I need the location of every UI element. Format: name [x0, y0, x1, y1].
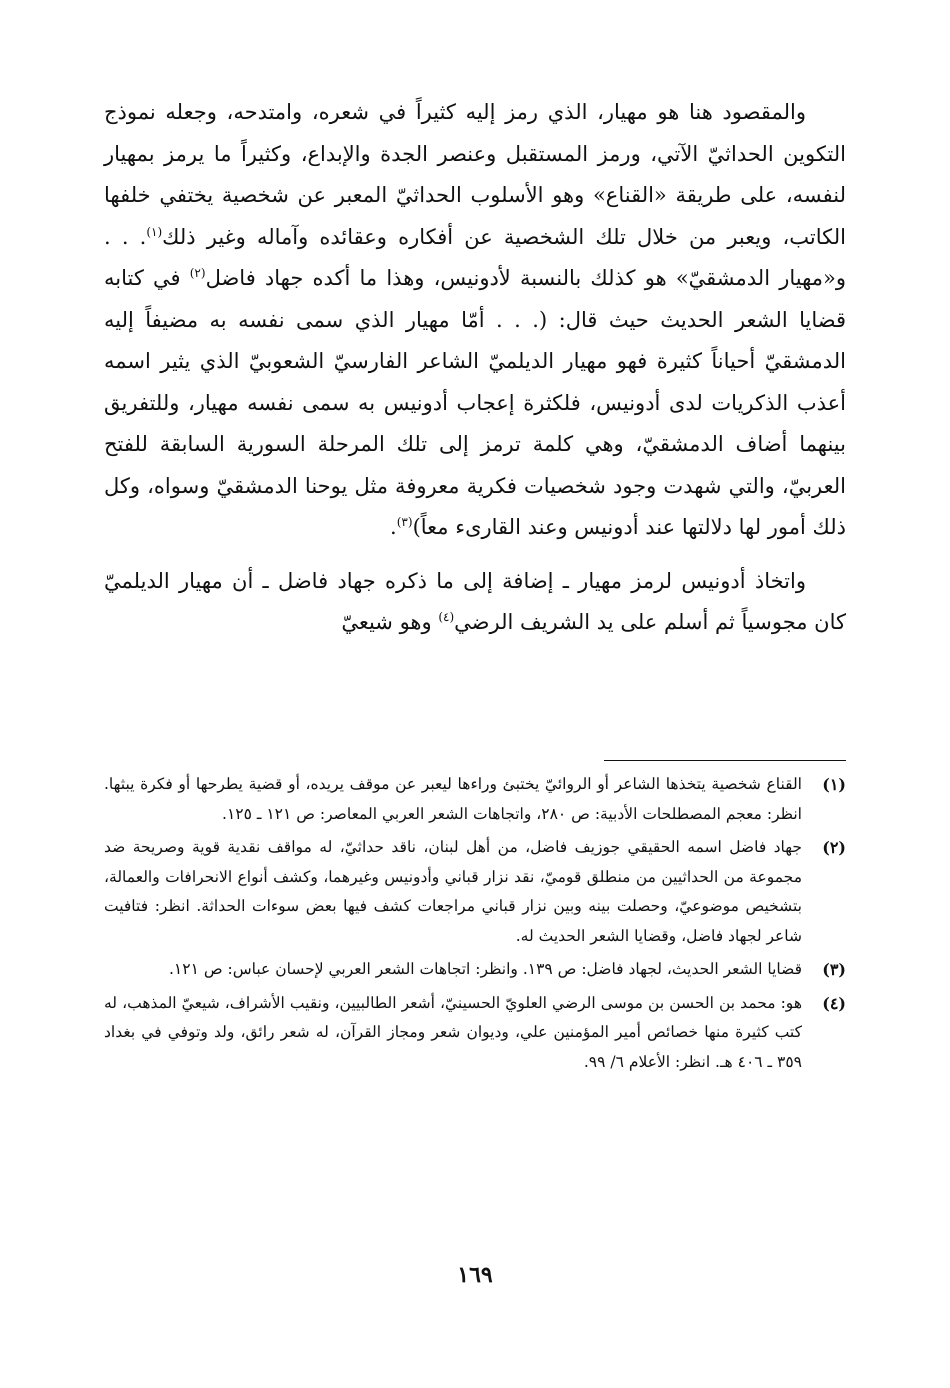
footnote-number: (١): [822, 775, 846, 794]
footnote-4: [104, 989, 846, 1078]
paragraph-1-segment-1: والمقصود هنا هو مهيار، الذي رمز إليه كثيراً في شعره، وامتدحه، وجعله نموذج التكوين الحداثيّ الآتي، ورمز المستقبل وعنصر الجدة والإبداع، وكثيراً ما يرمز بمهيار لنفسه، على طريقة «القناع» وهو الأسلوب الحداثيّ المعبر عن شخصية يختفي خلفها الكاتب، ويعبر من خلال تلك الشخصية عن أفكاره وعقائده وآماله وغير ذلك: [104, 100, 846, 249]
footnote-3: [104, 955, 846, 985]
page-body: [104, 92, 846, 644]
paragraph-2: [104, 561, 846, 644]
footnote-text: قضايا الشعر الحديث، لجهاد فاضل: ص ١٣٩. وانظر: اتجاهات الشعر العربي لإحسان عباس: ص ١٢١.: [168, 960, 802, 978]
footnote-text: هو: محمد بن الحسن بن موسى الرضي العلويّ الحسينيّ، أشعر الطالبيين، ونقيب الأشراف، شيعيّ المذهب، له كتب كثيرة منها خصائص أمير المؤمنين علي، وديوان شعر ومجاز القرآن، له شعر رائق، ولد وتوفي في بغداد ٣٥٩ ـ ٤٠٦ هـ. انظر: الأعلام ٦/ ٩٩.: [104, 993, 802, 1071]
footnote-ref-2: (٢): [189, 266, 206, 280]
footnote-ref-1: (١): [146, 224, 163, 239]
paragraph-1-segment-3: في كتابه قضايا الشعر الحديث حيث قال: (. . . أمّا مهيار الذي سمى نفسه به مضيفاً إليه الدمشقيّ أحياناً كثيرة فهو مهيار الديلميّ الشاعر الفارسيّ الشعوبيّ الذي يثير اسمه أعذب الذكريات لدى أدونيس، فلكثرة إعجاب أدونيس به سمى نفسه مهيار، وللتفريق بينهما أضاف الدمشقيّ، وهي كلمة ترمز إلى تلك المرحلة السورية السابقة للفتح العربيّ، والتي شهدت وجود شخصيات فكرية معروفة مثل يوحنا الدمشقيّ وسواه، وكل ذلك أمور لها دلالتها عند أدونيس وعند القارىء معاً): [104, 266, 846, 539]
footnote-separator: [604, 760, 846, 761]
main-text: [104, 92, 846, 644]
footnote-text: القناع شخصية يتخذها الشاعر أو الروائيّ يختبئ وراءها ليعبر عن موقف يريده، أو قضية يطرحها أو فكرة يبثها. انظر: معجم المصطلحات الأدبية: ص ٢٨٠، واتجاهات الشعر العربي المعاصر: ص ١٢١ ـ ١٢٥.: [104, 775, 802, 823]
footnote-number: (٣): [822, 960, 846, 979]
footnote-text: جهاد فاضل اسمه الحقيقي جوزيف فاضل، من أهل لبنان، ناقد حداثيّ، له مواقف نقدية قوية وصريحة ضد مجموعة من الحداثيين من منطلق قوميّ، نقد نزار قباني وأدونيس وغيرهما، وكشف أنواع الانحرافات والعمالة، بتشخيص موضوعيّ، وحصلت بينه وبين نزار قباني مراجعات كشف فيها بعض سوءات الحداثة. انظر: فتافيت شاعر لجهاد فاضل، وقضايا الشعر الحديث له.: [104, 838, 802, 945]
page-number: ١٦٩: [457, 1262, 493, 1288]
paragraph-1: [104, 92, 846, 549]
footnote-1: [104, 770, 846, 829]
footnote-ref-3: (٣): [396, 515, 413, 529]
footnote-number: (٤): [822, 993, 846, 1013]
footnote-ref-4: (٤): [438, 610, 455, 624]
footnotes: [104, 770, 846, 1081]
footnote-2: [104, 833, 846, 951]
footnote-number: (٢): [822, 838, 846, 857]
paragraph-1-segment-2: . . . و«مهيار الدمشقيّ» هو كذلك بالنسبة لأدونيس، وهذا ما أكده جهاد فاضل: [104, 224, 846, 290]
paragraph-1-segment-4: .: [390, 515, 397, 539]
paragraph-2-segment-2: وهو شيعيّ: [341, 610, 439, 634]
paragraph-2-segment-1: واتخاذ أدونيس لرمز مهيار ـ إضافة إلى ما ذكره جهاد فاضل ـ أن مهيار الديلميّ كان مجوسياً ثم أسلم على يد الشريف الرضي: [104, 568, 846, 634]
